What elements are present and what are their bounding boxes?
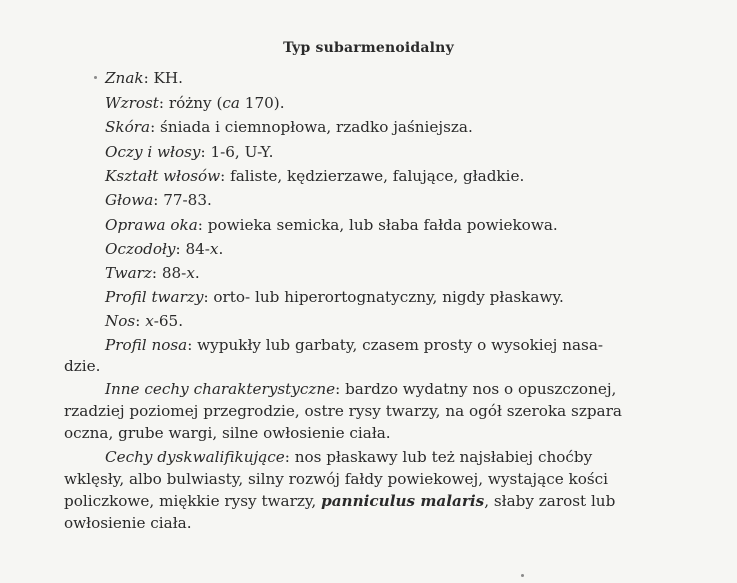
value-oczodoly: 84-x. [185,240,224,258]
label-znak: Znak [105,69,144,87]
value-ksztalt-wlosow: faliste, kędzierzawe, falujące, gładkie. [230,167,525,185]
value-inne-cechy-3: oczna, grube wargi, silne owłosienie ciała. [64,424,391,442]
line-twarz: Twarz: 88-x. [105,264,200,282]
line-profil-twarzy: Profil twarzy: orto- lub hiperortognatyczny, nigdy płaskawy. [105,288,564,306]
line-oczy-wlosy: Oczy i włosy: 1-6, U-Y. [105,143,274,161]
label-oczodoly: Oczodoły [105,240,176,258]
value-oprawa-oka: powieka semicka, lub słaba fałda powiekowa. [207,216,558,234]
line-oprawa-oka: Oprawa oka: powieka semicka, lub słaba fałda powiekowa. [105,216,558,234]
line-wzrost: Wzrost: różny (ca 170). [105,94,285,112]
value-cechy-4: owłosienie ciała. [64,514,192,532]
page-title: Typ subarmenoidalny [283,40,454,56]
label-skora: Skóra [105,118,151,136]
value-profil-nosa-2: dzie. [64,357,101,375]
value-skora: śniada i ciemnopłowa, rzadko jaśniejsza. [160,118,473,136]
label-ksztalt-wlosow: Kształt włosów [105,167,221,185]
label-profil-twarzy: Profil twarzy [105,288,204,306]
label-nos: Nos [105,312,136,330]
line-inne-cechy-cont-2 [64,423,391,443]
line-cechy-cont-1 [64,469,608,489]
value-inne-cechy-1: bardzo wydatny nos o opuszczonej, [345,380,617,398]
line-inne-cechy-cont-1 [64,401,622,421]
line-cechy-cont-3 [64,513,192,533]
line-profil-nosa: Profil nosa: wypukły lub garbaty, czasem prosty o wysokiej nasa- [105,336,604,354]
line-glowa: Głowa: 77-83. [105,191,212,209]
value-cechy-3: policzkowe, miękkie rysy twarzy, panniculus malaris, słaby zarost lub [64,492,616,510]
label-wzrost: Wzrost [105,94,159,112]
value-cechy-2: wklęsły, albo bulwiasty, silny rozwój fałdy powiekowej, wystające kości [64,470,609,488]
line-ksztalt-wlosow: Kształt włosów: faliste, kędzierzawe, falujące, gładkie. [105,167,525,185]
line-oczodoly: Oczodoły: 84-x. [105,240,224,258]
value-profil-twarzy: orto- lub hiperortognatyczny, nigdy płaskawy. [213,288,564,306]
line-skora: Skóra: śniada i ciemnopłowa, rzadko jaśniejsza. [105,118,473,136]
value-nos: x-65. [145,312,184,330]
label-profil-nosa: Profil nosa [105,336,188,354]
print-speck [94,76,97,79]
line-znak: Znak: KH. [105,69,183,87]
value-profil-nosa-1: wypukły lub garbaty, czasem prosty o wysokiej nasa- [197,336,604,354]
label-twarz: Twarz [105,264,152,282]
value-wzrost: różny (ca 170). [168,94,285,112]
line-profil-nosa-cont [64,356,100,376]
label-cechy-dyskwalifikujace: Cechy dyskwalifikujące [105,448,285,466]
line-cechy-cont-2 [64,491,615,511]
value-cechy-1: nos płaskawy lub też najsłabiej choćby [294,448,593,466]
label-glowa: Głowa [105,191,154,209]
value-inne-cechy-2: rzadziej poziomej przegrodzie, ostre rysy twarzy, na ogół szeroka szpara [64,402,622,420]
print-speck [521,574,524,577]
line-inne-cechy: Inne cechy charakterystyczne: bardzo wydatny nos o opuszczonej, [105,380,617,398]
label-oprawa-oka: Oprawa oka [105,216,198,234]
line-nos: Nos: x-65. [105,312,184,330]
value-oczy-wlosy: 1-6, U-Y. [210,143,274,161]
line-cechy-dyskwalifikujace: Cechy dyskwalifikujące: nos płaskawy lub też najsłabiej choćby [105,448,593,466]
value-znak: KH. [153,69,183,87]
label-inne-cechy: Inne cechy charakterystyczne [105,380,336,398]
value-glowa: 77-83. [163,191,212,209]
label-oczy-wlosy: Oczy i włosy [105,143,201,161]
value-twarz: 88-x. [161,264,200,282]
